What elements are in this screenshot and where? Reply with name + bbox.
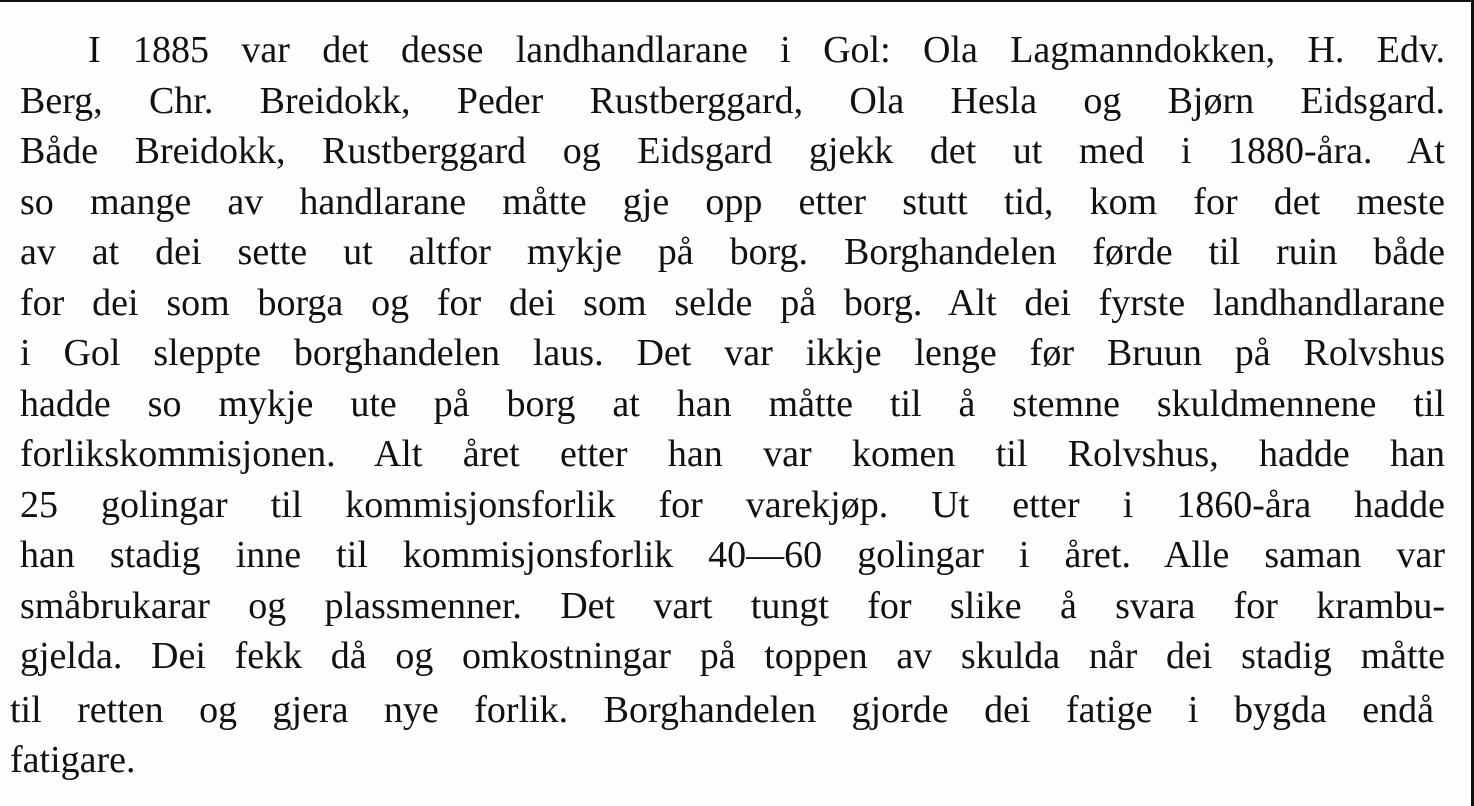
paragraph-line-14: til retten og gjera nye forlik. Borghandelen gjorde dei fatige i bygda endå	[10, 689, 1434, 731]
paragraph-line-3: Både Breidokk, Rustberggard og Eidsgard gjekk det ut med i 1880-åra. At	[20, 130, 1445, 172]
paragraph-line-2: Berg, Chr. Breidokk, Peder Rustberggard, Ola Hesla og Bjørn Eidsgard.	[20, 80, 1445, 122]
paragraph-line-9: forlikskommisjonen. Alt året etter han var komen til Rolvshus, hadde han	[20, 433, 1445, 475]
paragraph-line-6: for dei som borga og for dei som selde på borg. Alt dei fyrste landhandlarane	[20, 282, 1445, 324]
paragraph-line-1: I 1885 var det desse landhandlarane i Gol: Ola Lagmanndokken, H. Edv.	[88, 29, 1445, 71]
paragraph-line-4: so mange av handlarane måtte gje opp etter stutt tid, kom for det meste	[20, 181, 1445, 223]
top-border-line	[0, 0, 1474, 2]
paragraph-line-15: fatigare.	[10, 739, 136, 781]
paragraph-line-7: i Gol sleppte borghandelen laus. Det var ikkje lenge før Bruun på Rolvshus	[20, 332, 1445, 374]
paragraph-line-5: av at dei sette ut altfor mykje på borg. Borghandelen førde til ruin både	[20, 231, 1445, 273]
paragraph-line-10: 25 golingar til kommisjonsforlik for varekjøp. Ut etter i 1860-åra hadde	[20, 484, 1445, 526]
paragraph-line-12: småbrukarar og plassmenner. Det vart tungt for slike å svara for krambu-	[20, 585, 1445, 627]
paragraph-line-8: hadde so mykje ute på borg at han måtte til å stemne skuldmennene til	[20, 383, 1445, 425]
paragraph-line-13: gjelda. Dei fekk då og omkostningar på toppen av skulda når dei stadig måtte	[20, 635, 1445, 677]
paragraph-line-11: han stadig inne til kommisjonsforlik 40—60 golingar i året. Alle saman var	[20, 534, 1445, 576]
